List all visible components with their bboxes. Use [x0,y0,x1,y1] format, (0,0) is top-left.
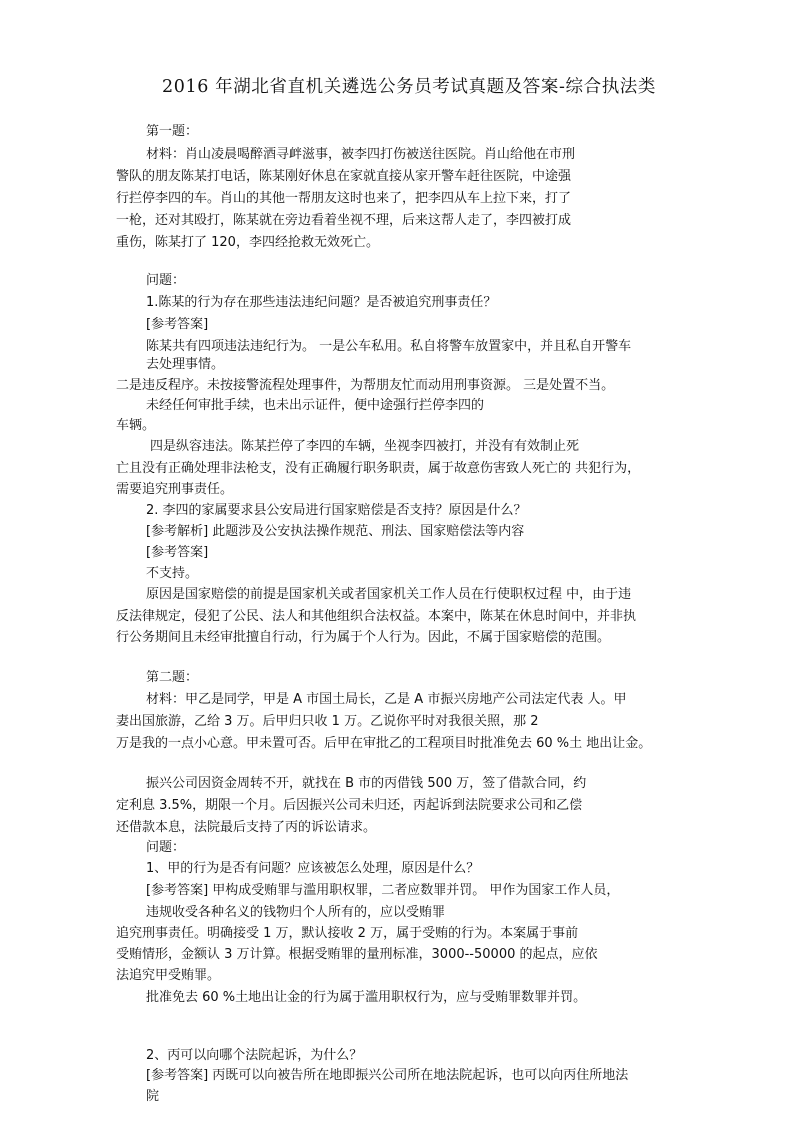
text-line: 批准免去 60 %土地出让金的行为属于滥用职权行为，应与受贿罪数罪并罚。 [146,990,587,1005]
text-line: 需要追究刑事责任。 [116,482,234,497]
text-line: 不支持。 [146,566,199,581]
text-line: [参考答案] 丙既可以向被告所在地即振兴公司所在地法院起诉，也可以向丙住所地法 [146,1068,629,1083]
text-line: 陈某共有四项违法违纪行为。 一是公车私用。私自将警车放置家中，并且私自开警车 [146,339,632,354]
text-line: 一枪，还对其殴打，陈某就在旁边看着坐视不理，后来这帮人走了，李四被打成 [116,213,572,228]
text-line: [参考答案] 甲构成受贿罪与滥用职权罪，二者应数罪并罚。 甲作为国家工作人员， [146,883,620,898]
answer-label: [参考答案] [146,317,209,332]
text-line: 材料：甲乙是同学，甲是 A 市国土局长，乙是 A 市振兴房地产公司法定代表 人。甲 [146,692,627,707]
answer-label: [参考答案] [146,545,209,560]
text-line: 追究刑事责任。明确接受 1 万，默认接收 2 万，属于受贿的行为。本案属于事前 [116,926,579,941]
text-line: 重伤，陈某打了 120，李四经抢救无效死亡。 [116,235,379,250]
text-line: 万是我的一点小心意。甲未置可否。后甲在审批乙的工程项目时批准免去 60 %土 地出让金。 [116,736,652,751]
text-line: 行拦停李四的车。肖山的其他一帮朋友这时也来了，把李四从车上拉下来，打了 [116,191,572,206]
text-line: 警队的朋友陈某打电话，陈某刚好休息在家就直接从家开警车赶往医院，中途强 [116,169,572,184]
section-heading: 第一题： [146,124,199,139]
analysis-text: [参考解析] 此题涉及公安执法操作规范、刑法、国家赔偿法等内容 [146,524,525,539]
text-line: 去处理事情。 [146,357,225,372]
text-line: 车辆。 [116,418,156,433]
question-text: 1、甲的行为是否有问题？应该被怎么处理，原因是什么？ [146,861,480,876]
text-line: 振兴公司因资金周转不开，就找在 B 市的丙借钱 500 万，签了借款合同，约 [146,776,587,791]
text-line: 妻出国旅游，乙给 3 万。后甲归只收 1 万。乙说你平时对我很关照，那 2 [116,714,539,729]
text-line: 反法律规定，侵犯了公民、法人和其他组织合法权益。本案中，陈某在休息时间中，并非执 [116,609,637,624]
text-line: 法追究甲受贿罪。 [116,968,221,983]
question-text: 2、丙可以向哪个法院起诉，为什么？ [146,1048,363,1063]
page-title: 2016 年湖北省直机关遴选公务员考试真题及答案-综合执法类 [162,77,657,97]
text-line: 材料：肖山凌晨喝醉酒寻衅滋事，被李四打伤被送往医院。肖山给他在市刑 [146,147,576,162]
text-line: 还借款本息，法院最后支持了丙的诉讼请求。 [116,820,377,835]
question-text: 1.陈某的行为存在那些违法违纪问题？是否被追究刑事责任？ [146,295,497,310]
text-line: 违规收受各种名义的钱物归个人所有的，应以受贿罪 [146,905,446,920]
section-heading: 第二题： [146,670,199,685]
text-line: 二是违反程序。未按接警流程处理事件，为帮朋友忙而动用刑事资源。 三是处置不当。 [116,378,615,393]
question-label: 问题： [146,840,186,855]
text-line: 行公务期间且未经审批擅自行动，行为属于个人行为。因此，不属于国家赔偿的范围。 [116,630,611,645]
question-text: 2. 李四的家属要求县公安局进行国家赔偿是否支持？原因是什么？ [146,503,527,518]
text-line: 定利息 3.5%，期限一个月。后因振兴公司未归还，丙起诉到法院要求公司和乙偿 [116,798,583,813]
question-label: 问题： [146,273,186,288]
text-line: 原因是国家赔偿的前提是国家机关或者国家机关工作人员在行使职权过程 中，由于违 [146,587,632,602]
text-line: 四是纵容违法。陈某拦停了李四的车辆，坐视李四被打，并没有有效制止死 [150,439,580,454]
text-line: 亡且没有正确处理非法枪支，没有正确履行职务职责，属于故意伤害致人死亡的 共犯行为， [116,461,641,476]
text-line: 受贿情形，金额认 3 万计算。根据受贿罪的量刑标准，3000--50000 的起点，应依 [116,947,598,962]
text-line: 未经任何审批手续，也未出示证件，便中途强行拦停李四的 [146,398,485,413]
text-line: 院 [146,1089,160,1104]
